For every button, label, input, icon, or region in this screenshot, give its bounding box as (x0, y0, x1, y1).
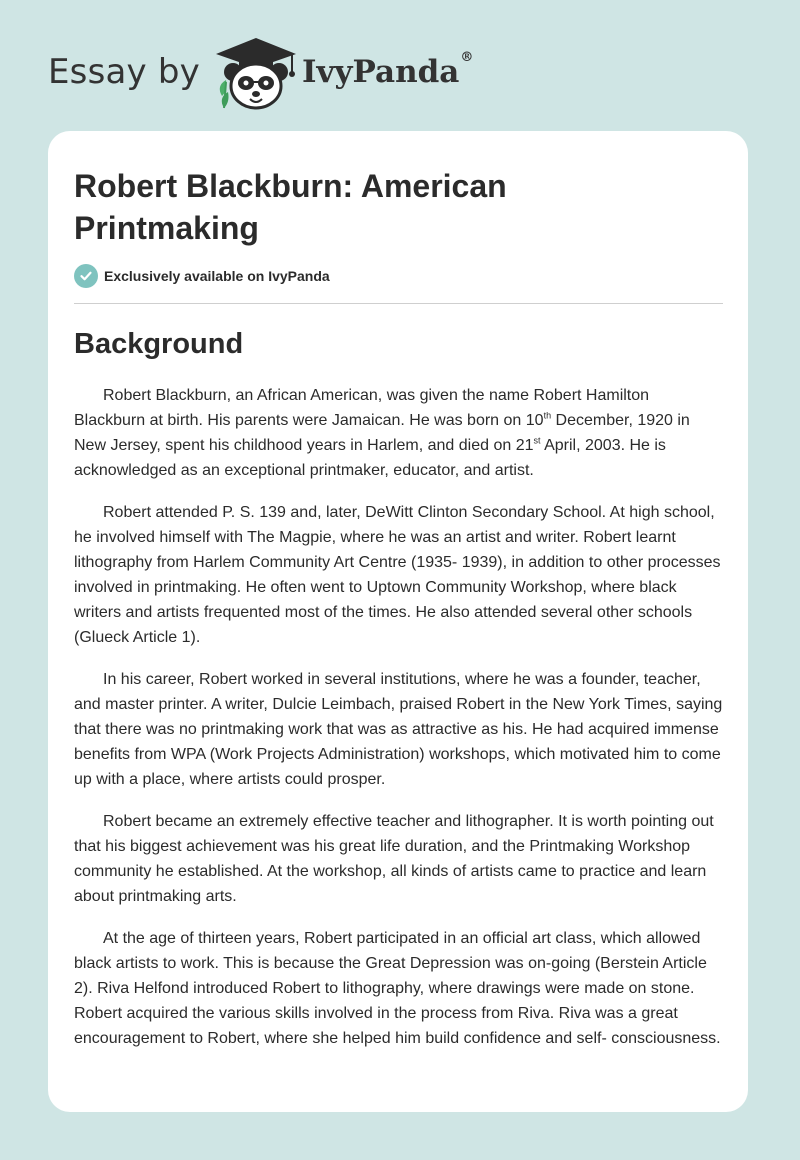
essay-card (48, 131, 748, 1112)
paragraph-2: Robert attended P. S. 139 and, later, DeWitt Clinton Secondary School. At high school, he involved himself with The Magpie, where he was an artist and writer. Robert learnt lithography from Harlem Community Art Centre (1935- 1939), in addition to other processes involved in printmaking. He often went to Uptown Community Workshop, where black writers and artists frequented most of the times. He also attended several other schools (Glueck Article 1). (74, 504, 721, 646)
registered-mark: ® (460, 50, 474, 65)
site-brand[interactable] (48, 34, 473, 110)
brand-name: IvyPanda® (301, 50, 474, 90)
check-circle-icon (74, 264, 98, 288)
exclusive-badge-text: Exclusively available on IvyPanda (104, 268, 330, 284)
title-divider (74, 303, 723, 304)
essay-body (74, 383, 724, 1068)
exclusive-badge (74, 264, 330, 288)
essay-title: Robert Blackburn: American Printmaking (74, 168, 507, 246)
brand-prefix: Essay by (48, 52, 200, 92)
paragraph-3: In his career, Robert worked in several institutions, where he was a founder, teacher, and master printer. A writer, Dulcie Leimbach, praised Robert in the New York Times, saying that there was no printmaking work that was as attractive as his. He had acquired immense benefits from WPA (Work Projects Administration) workshops, which motivated him to come up with a place, where artists could prosper. (74, 671, 723, 788)
paragraph-1: Robert Blackburn, an African American, was given the name Robert Hamilton Blackburn at birth. His parents were Jamaican. He was born on 10th December, 1920 in New Jersey, spent his childhood years in Harlem, and died on 21st April, 2003. He is acknowledged as an exceptional printmaker, educator, and artist. (74, 387, 690, 479)
paragraph-4: Robert became an extremely effective teacher and lithographer. It is worth pointing out that his biggest achievement was his great life duration, and the Printmaking Workshop community he established. At the workshop, all kinds of artists came to practice and learn about printmaking arts. (74, 813, 714, 905)
paragraph-5: At the age of thirteen years, Robert participated in an official art class, which allowed black artists to work. This is because the Great Depression was on-going (Berstein Article 2). Riva Helfond introduced Robert to lithography, where drawings were made on stone. Robert acquired the various skills involved in the process from Riva. Riva was a great encouragement to Robert, where she helped him build confidence and self- consciousness. (74, 930, 721, 1047)
section-heading: Background (74, 328, 244, 360)
panda-graduate-logo-icon (212, 34, 300, 110)
